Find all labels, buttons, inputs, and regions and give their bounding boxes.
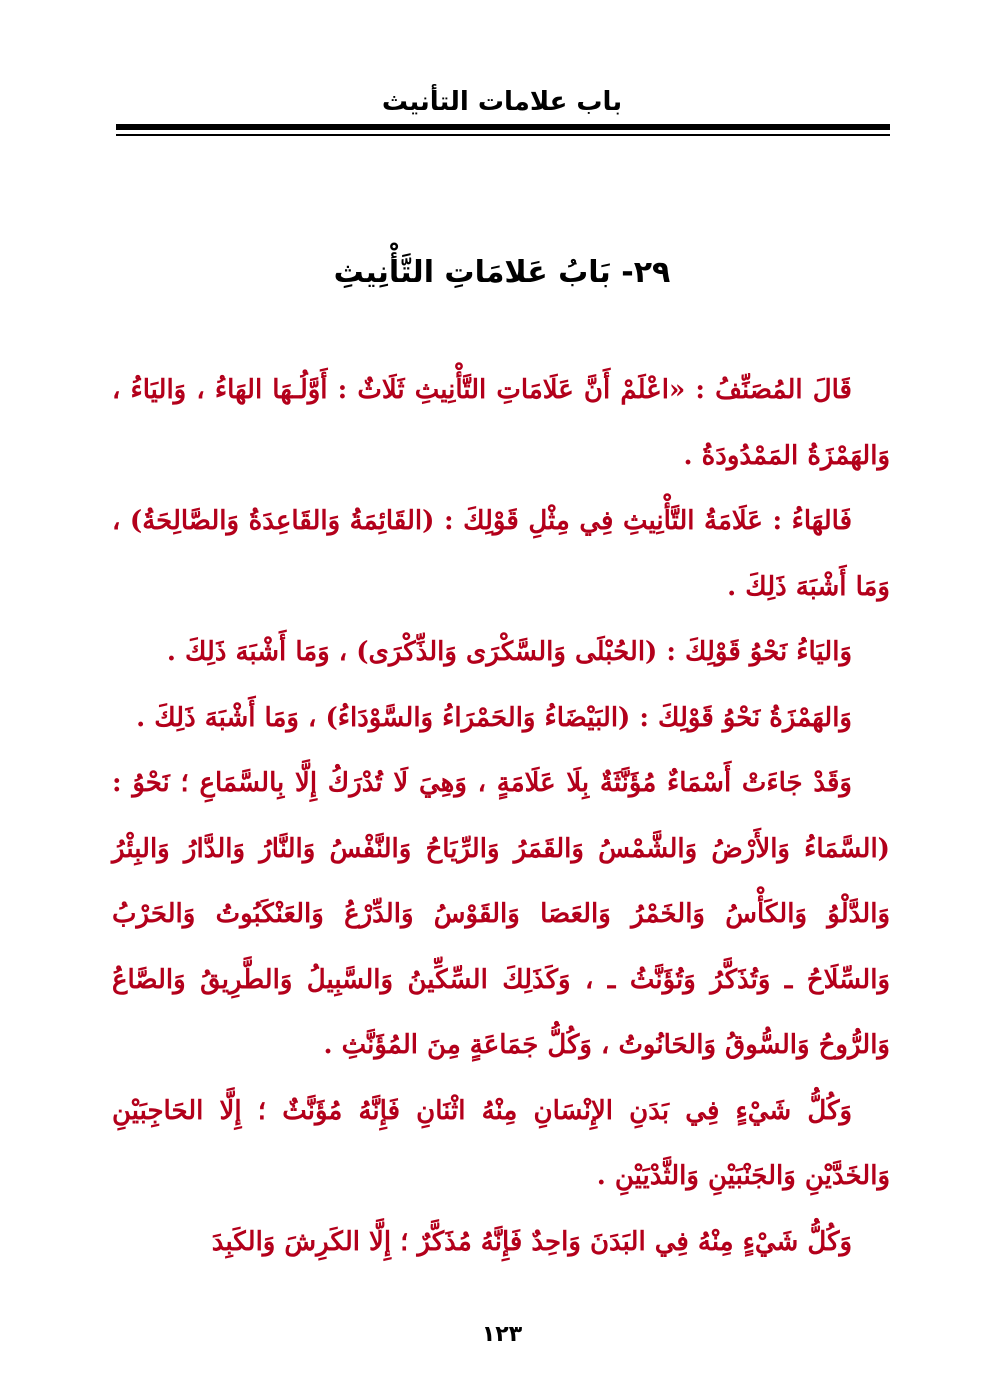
- paragraph-5: وَقَدْ جَاءَتْ أَسْمَاءٌ مُؤَنَّثَةٌ بِلَا عَلَامَةٍ ، وَهِيَ لَا تُدْرَكُ إِلَّا بِالسَّمَاعِ ؛ نَحْوُ : (السَّمَاءُ وَالأَرْضُ وَالشَّمْسُ وَالقَمَرُ وَالرِّيَاحُ وَالنَّفْسُ وَالنَّارُ وَالدَّارُ وَالبِئْرُ وَالدَّلْوُ وَالكَأْسُ وَالخَمْرُ وَالعَصَا وَالقَوْسُ وَالدِّرْعُ وَالعَنْكَبُوتُ وَالحَرْبُ وَالسِّلَاحُ ـ وَتُذَكَّرُ وَتُؤَنَّثُ ـ ، وَكَذَلِكَ السِّكِّينُ وَالسَّبِيلُ وَالطَّرِيقُ وَالصَّاعُ وَالرُّوحُ وَالسُّوقُ وَالحَانُوتُ ، وَكُلُّ جَمَاعَةٍ مِنَ المُؤَنَّثِ .: [112, 768, 890, 1060]
- paragraph-6: وَكُلُّ شَيْءٍ فِي بَدَنِ الإِنْسَانِ مِنْهُ اثْنَانِ فَإِنَّهُ مُؤَنَّثٌ ؛ إِلَّا الحَاجِبَيْنِ وَالخَدَّيْنِ وَالجَنْبَيْنِ وَالثَّدْيَيْنِ .: [112, 1095, 890, 1191]
- header-rule-thick: [116, 124, 890, 130]
- paragraph-1: قَالَ المُصَنِّفُ : «اعْلَمْ أَنَّ عَلَامَاتِ التَّأْنِيثِ ثَلَاثٌ : أَوَّلُـهَا الهَاءُ ، وَاليَاءُ ، وَالهَمْزَةُ المَمْدُودَةُ .: [112, 375, 890, 471]
- running-header-title: باب علامات التأنيث: [381, 87, 623, 117]
- paragraph-4: وَالهَمْزَةُ نَحْوُ قَوْلِكَ : (البَيْضَاءُ وَالحَمْرَاءُ وَالسَّوْدَاءُ) ، وَمَا أَشْبَهَ ذَلِكَ .: [136, 702, 852, 733]
- chapter-title: ٢٩- بَابُ عَلامَاتِ التَّأْنِيثِ: [333, 255, 671, 290]
- page-number: ١٢٣: [481, 1322, 523, 1347]
- paragraph-7: وَكُلُّ شَيْءٍ مِنْهُ فِي البَدَنَ وَاحِدٌ فَإِنَّهُ مُذَكَّرٌ ؛ إِلَّا الكَرِشَ وَالكَبِدَ: [211, 1226, 852, 1257]
- header-rule-thin: [116, 134, 890, 136]
- body-text: [112, 358, 890, 1275]
- paragraph-3: وَاليَاءُ نَحْوُ قَوْلِكَ : (الحُبْلَى وَالسَّكْرَى وَالذِّكْرَى) ، وَمَا أَشْبَهَ ذَلِكَ .: [166, 637, 852, 667]
- paragraph-2: فَالهَاءُ : عَلَامَةُ التَّأْنِيثِ فِي مِثْلِ قَوْلِكَ : (القَائِمَةُ وَالقَاعِدَةُ وَالصَّالِحَةُ) ، وَمَا أَشْبَهَ ذَلِكَ .: [112, 506, 890, 602]
